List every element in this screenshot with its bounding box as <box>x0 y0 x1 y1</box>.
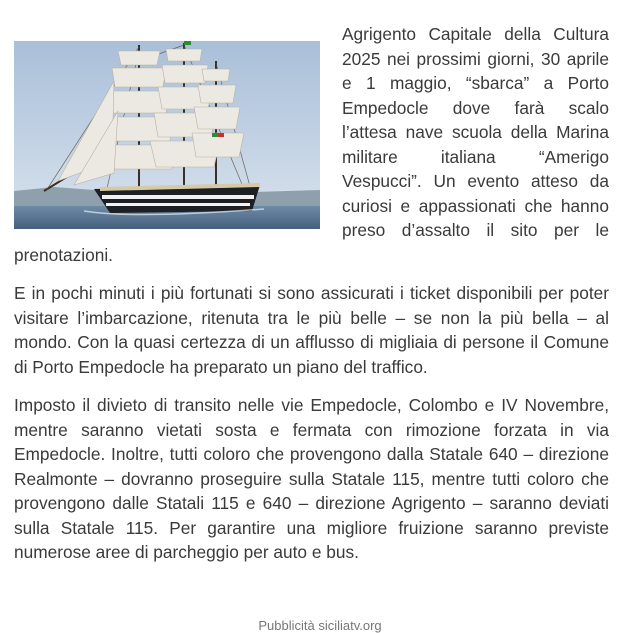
paragraph-1: Agrigento Capitale della Cultura 2025 nei prossimi giorni, 30 aprile e 1 maggio, “sbarca” a Porto Empedocle dove farà scalo l’attesa nave scuola della Marina militare italiana “Amerigo Vespucci”. Un evento atteso da curiosi e appassionati che hanno preso d’assalto il sito per le prenotazioni. <box>14 24 609 265</box>
article-body <box>14 22 609 579</box>
tall-ship-image <box>14 41 320 229</box>
paragraph-3: Imposto il divieto di transito nelle vie Empedocle, Colombo e IV Novembre, mentre saranno vietati sosta e fermata con rimozione forzata in via Empedocle. Inoltre, tutti coloro che provengono dalla Statale 640 – direzione Realmonte – dovranno proseguire sulla Statale 115, mentre tutti coloro che provengono dalle Statali 115 e 640 – direzione Agrigento – saranno deviati sulla Statale 115. Per garantire una migliore fruizione saranno previste numerose aree di parcheggio per auto e bus. <box>14 395 609 562</box>
ad-label: Pubblicità siciliatv.org <box>258 618 382 633</box>
paragraph-2: E in pochi minuti i più fortunati si sono assicurati i ticket disponibili per poter visitare l’imbarcazione, ritenuta tra le più belle – se non la più bella – al mondo. Con la quasi certezza di un afflusso di migliaia di persone il Comune di Porto Empedocle ha preparato un piano del traffico. <box>14 283 609 377</box>
ship-photo[interactable] <box>14 41 320 229</box>
